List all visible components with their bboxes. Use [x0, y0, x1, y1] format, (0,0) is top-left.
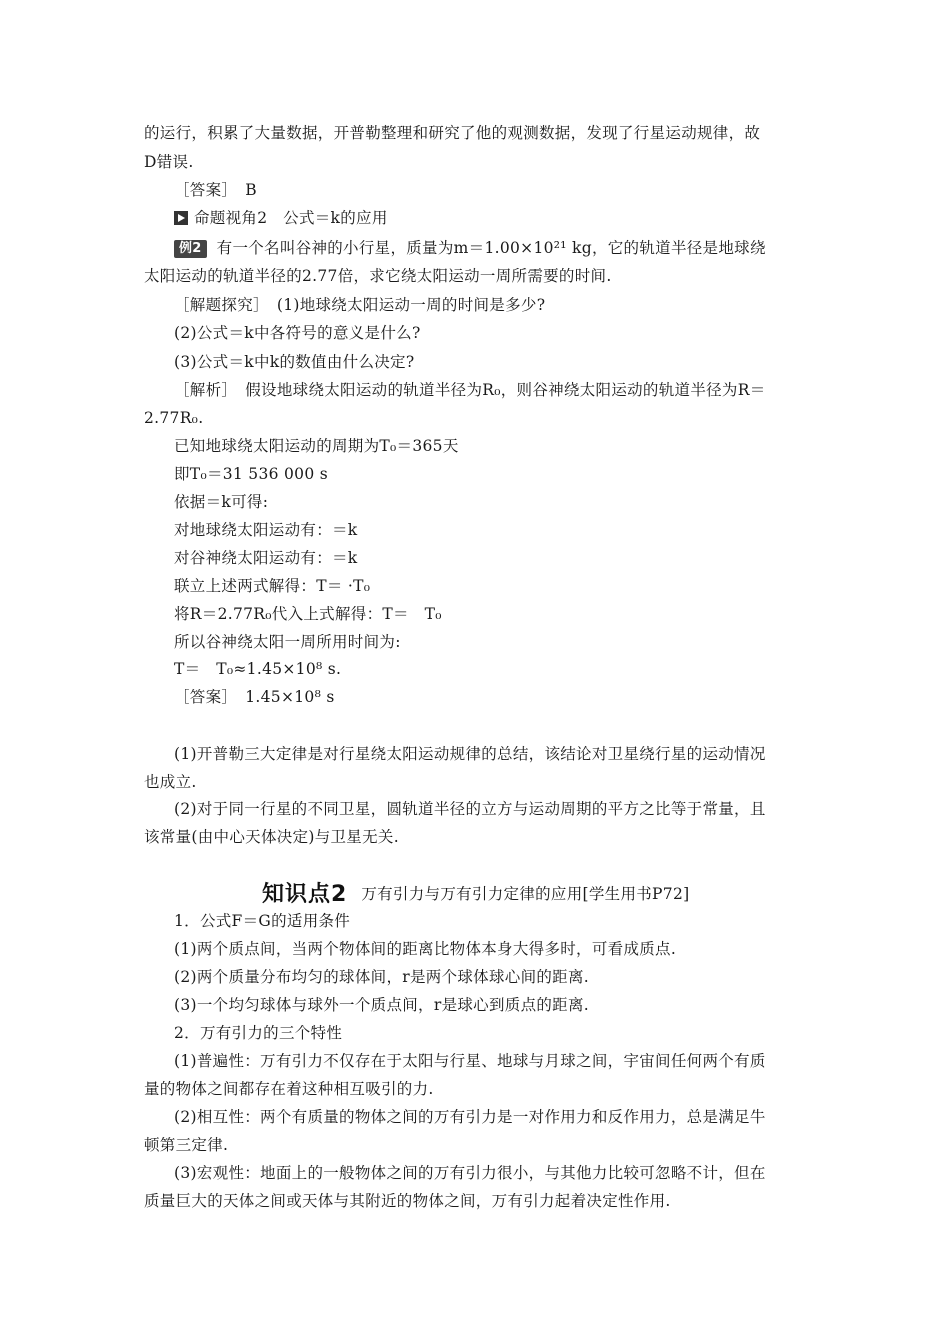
text-line: 也成立.	[144, 773, 197, 791]
text-line: 依据＝k可得:	[174, 493, 269, 511]
example-text: 有一个名叫谷神的小行星，质量为m＝1.00×10²¹ kg，它的轨道半径是地球绕	[216, 239, 766, 257]
example-line	[174, 238, 766, 258]
example-badge: 例2	[174, 240, 207, 258]
text-line: 量的物体之间都存在着这种相互吸引的力.	[144, 1080, 434, 1098]
text-line: ［解题探究］ (1)地球绕太阳运动一周的时间是多少?	[174, 296, 546, 314]
text-line: 顿第三定律.	[144, 1136, 229, 1154]
section-heading	[174, 208, 388, 228]
text-line: (2)两个质量分布均匀的球体间，r是两个球体球心间的距离.	[174, 968, 589, 986]
text-line: (1)两个质点间，当两个物体间的距离比物体本身大得多时，可看成质点.	[174, 940, 677, 958]
text-line: T＝ T₀≈1.45×10⁸ s.	[174, 660, 342, 678]
text-line: 2.77R₀.	[144, 409, 204, 427]
text-line: 质量巨大的天体之间或天体与其附近的物体之间，万有引力起着决定性作用.	[144, 1192, 671, 1210]
text-line: 1．公式F＝G的适用条件	[174, 912, 351, 930]
text-line: (2)相互性：两个有质量的物体之间的万有引力是一对作用力和反作用力，总是满足牛	[174, 1108, 766, 1126]
text-line: ［解析］ 假设地球绕太阳运动的轨道半径为R₀，则谷神绕太阳运动的轨道半径为R＝	[174, 381, 766, 399]
text-line: (1)开普勒三大定律是对行星绕太阳运动规律的总结，该结论对卫星绕行星的运动情况	[174, 745, 766, 763]
text-line: 所以谷神绕太阳一周所用时间为:	[174, 633, 401, 651]
text-line: (3)一个均匀球体与球外一个质点间，r是球心到质点的距离.	[174, 996, 589, 1014]
knowledge-point-title: 知识点2	[262, 882, 348, 907]
text-line: 的运行，积累了大量数据，开普勒整理和研究了他的观测数据，发现了行星运动规律，故	[144, 124, 761, 142]
section-heading-text: 命题视角2 公式＝k的应用	[194, 209, 388, 227]
text-line: (2)对于同一行星的不同卫星，圆轨道半径的立方与运动周期的平方之比等于常量，且	[174, 800, 766, 818]
text-line: 2．万有引力的三个特性	[174, 1024, 343, 1042]
text-line: 已知地球绕太阳运动的周期为T₀＝365天	[174, 437, 459, 455]
answer-line: ［答案］ B	[174, 181, 257, 199]
text-line: 对谷神绕太阳运动有：＝k	[174, 549, 358, 567]
knowledge-point-heading	[262, 877, 689, 908]
text-line: 联立上述两式解得：T＝ ·T₀	[174, 577, 371, 595]
knowledge-point-subtitle: 万有引力与万有引力定律的应用[学生用书P72]	[361, 884, 690, 903]
answer-line: ［答案］ 1.45×10⁸ s	[174, 688, 335, 706]
text-line: D错误.	[144, 153, 194, 171]
text-line: 将R＝2.77R₀代入上式解得：T＝ T₀	[174, 605, 442, 623]
play-marker-icon	[174, 211, 188, 225]
text-line: 对地球绕太阳运动有：＝k	[174, 521, 358, 539]
text-line: 即T₀＝31 536 000 s	[174, 465, 328, 483]
text-line: (3)宏观性：地面上的一般物体之间的万有引力很小，与其他力比较可忽略不计，但在	[174, 1164, 766, 1182]
text-line: (2)公式＝k中各符号的意义是什么?	[174, 324, 421, 342]
text-line: 该常量(由中心天体决定)与卫星无关.	[144, 828, 399, 846]
text-line: (1)普遍性：万有引力不仅存在于太阳与行星、地球与月球之间，宇宙间任何两个有质	[174, 1052, 766, 1070]
text-line: (3)公式＝k中k的数值由什么决定?	[174, 353, 415, 371]
text-line: 太阳运动的轨道半径的2.77倍，求它绕太阳运动一周所需要的时间.	[144, 267, 612, 285]
